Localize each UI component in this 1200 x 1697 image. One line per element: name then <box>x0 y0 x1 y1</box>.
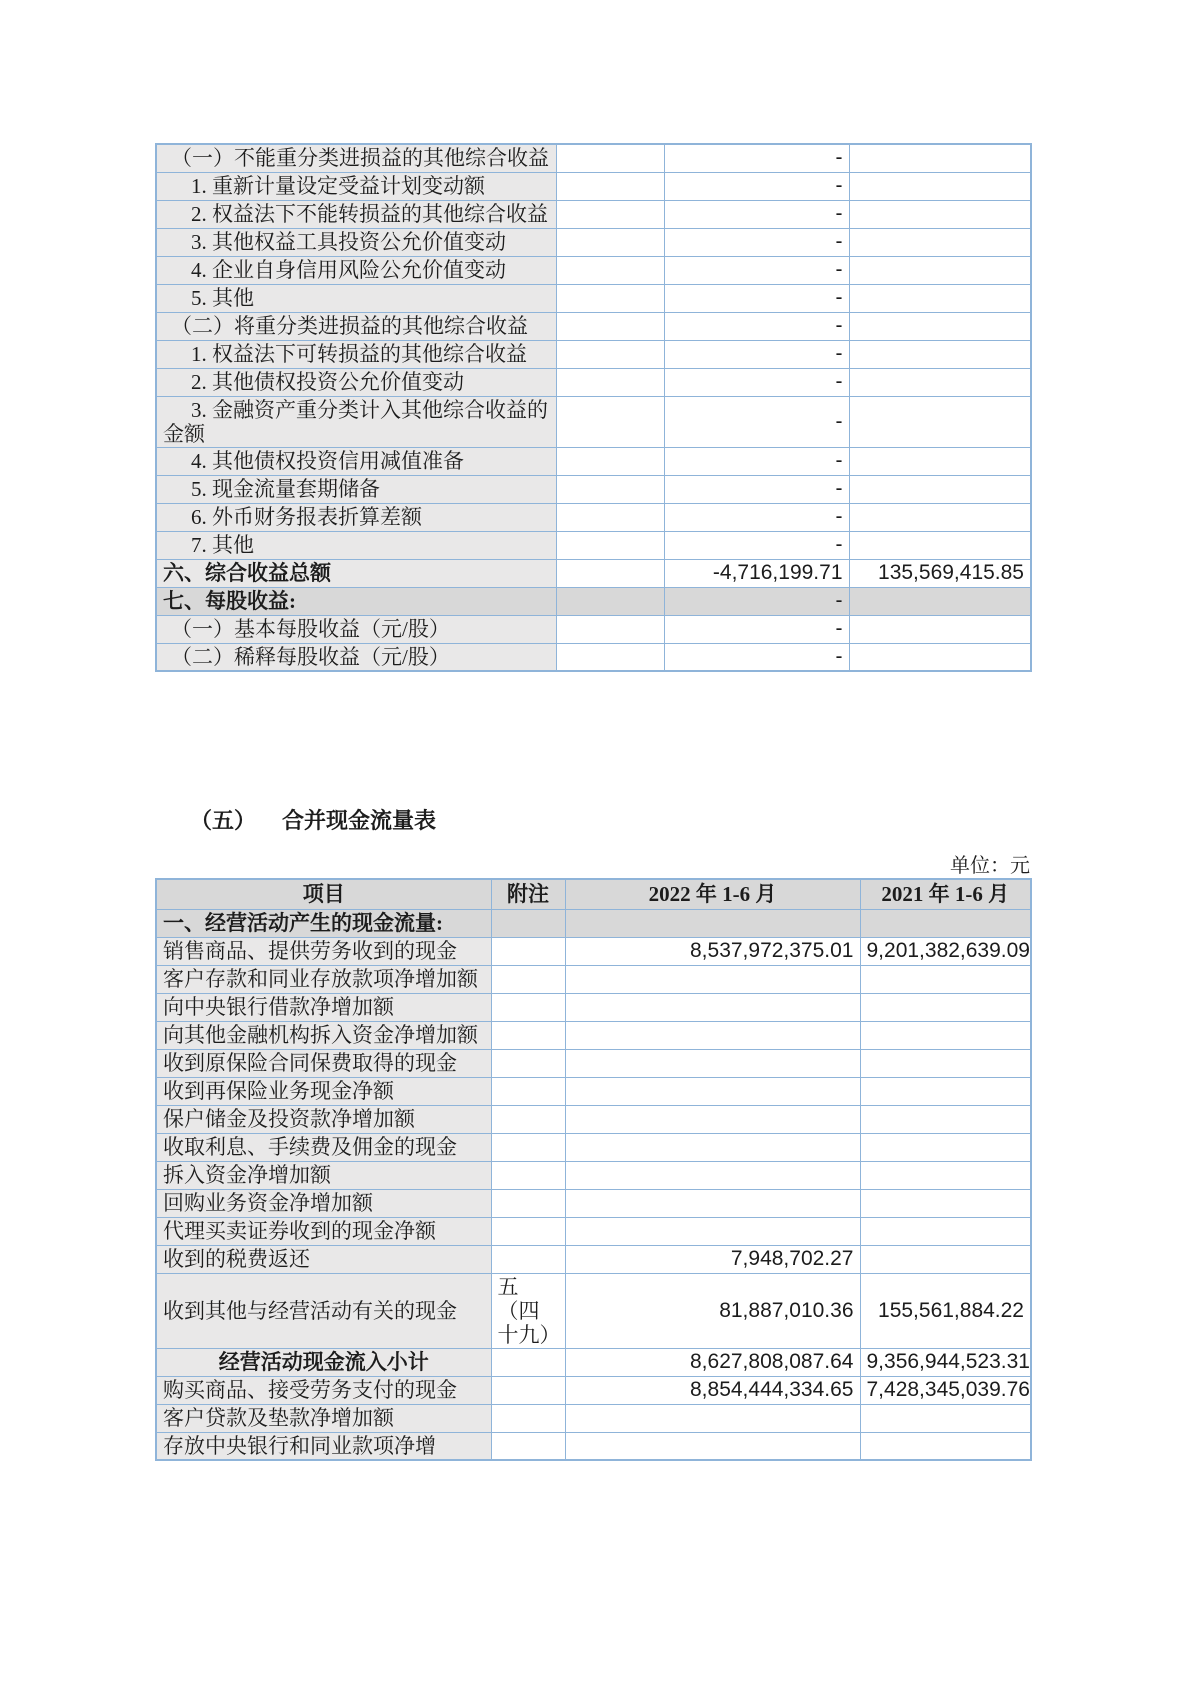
value-2022-cell: - <box>664 172 849 200</box>
value-2021-cell <box>860 1245 1031 1273</box>
value-2021-cell <box>849 531 1031 559</box>
row-label-cell: 收到其他与经营活动有关的现金 <box>156 1273 491 1348</box>
value-2022-cell: - <box>664 447 849 475</box>
value-2021-cell <box>849 615 1031 643</box>
value-2021-cell <box>849 396 1031 447</box>
table-row <box>156 284 1031 312</box>
table-row <box>156 447 1031 475</box>
row-label-cell: 六、综合收益总额 <box>156 559 556 587</box>
value-2021-cell <box>849 312 1031 340</box>
value-2022-cell: - <box>664 368 849 396</box>
value-2022-cell: 8,627,808,087.64 <box>565 1348 860 1376</box>
table-row <box>156 559 1031 587</box>
value-2021-cell <box>849 587 1031 615</box>
row-label-cell: （二）将重分类进损益的其他综合收益 <box>156 312 556 340</box>
value-2021-cell: 135,569,415.85 <box>849 559 1031 587</box>
value-2021-cell <box>849 172 1031 200</box>
value-2021-cell <box>849 503 1031 531</box>
row-label-cell: （一）基本每股收益（元/股） <box>156 615 556 643</box>
note-cell <box>491 1404 565 1432</box>
note-cell <box>491 1376 565 1404</box>
cash-flow-table <box>155 878 1032 1461</box>
cash-flow-table-body <box>156 909 1031 1460</box>
row-label-cell: 收到的税费返还 <box>156 1245 491 1273</box>
value-2022-cell <box>565 1021 860 1049</box>
note-cell <box>491 1021 565 1049</box>
table-row <box>156 643 1031 671</box>
note-cell <box>491 1217 565 1245</box>
value-2021-cell <box>849 475 1031 503</box>
value-2021-cell <box>860 1133 1031 1161</box>
value-2021-cell <box>860 1021 1031 1049</box>
table-row <box>156 312 1031 340</box>
row-label-cell: 向中央银行借款净增加额 <box>156 993 491 1021</box>
note-cell <box>556 587 664 615</box>
row-label-cell: 一、经营活动产生的现金流量: <box>156 909 491 937</box>
note-cell <box>491 1245 565 1273</box>
section-heading-number: （五） <box>190 808 257 833</box>
value-2021-cell: 155,561,884.22 <box>860 1273 1031 1348</box>
row-label-cell: 存放中央银行和同业款项净增 <box>156 1432 491 1460</box>
value-2022-cell: 8,537,972,375.01 <box>565 937 860 965</box>
row-label-cell: 购买商品、接受劳务支付的现金 <box>156 1376 491 1404</box>
note-cell <box>556 559 664 587</box>
value-2022-cell: - <box>664 643 849 671</box>
value-2021-cell <box>849 200 1031 228</box>
table-row <box>156 200 1031 228</box>
value-2021-cell: 9,356,944,523.31 <box>860 1348 1031 1376</box>
value-2022-cell: 81,887,010.36 <box>565 1273 860 1348</box>
table-row <box>156 340 1031 368</box>
note-cell <box>491 909 565 937</box>
row-label-cell: 销售商品、提供劳务收到的现金 <box>156 937 491 965</box>
row-label-cell: 拆入资金净增加额 <box>156 1161 491 1189</box>
table-row <box>156 1133 1031 1161</box>
table-row <box>156 1273 1031 1348</box>
note-cell <box>491 937 565 965</box>
value-2021-cell <box>849 447 1031 475</box>
value-2022-cell <box>565 1105 860 1133</box>
table-row <box>156 1049 1031 1077</box>
table-row <box>156 1217 1031 1245</box>
note-cell <box>491 1049 565 1077</box>
row-label-cell: 向其他金融机构拆入资金净增加额 <box>156 1021 491 1049</box>
value-2022-cell: - <box>664 340 849 368</box>
row-label-cell: 客户存款和同业存放款项净增加额 <box>156 965 491 993</box>
value-2021-cell <box>860 993 1031 1021</box>
section-heading-title: 合并现金流量表 <box>282 808 437 833</box>
value-2022-cell <box>565 1217 860 1245</box>
note-cell <box>556 368 664 396</box>
table-row <box>156 368 1031 396</box>
note-cell <box>556 503 664 531</box>
table-row <box>156 1105 1031 1133</box>
row-label-cell: 代理买卖证券收到的现金净额 <box>156 1217 491 1245</box>
value-2021-cell <box>849 256 1031 284</box>
note-cell <box>556 643 664 671</box>
row-label-cell: 1. 权益法下可转损益的其他综合收益 <box>156 340 556 368</box>
value-2022-cell: - <box>664 503 849 531</box>
value-2021-cell: 9,201,382,639.09 <box>860 937 1031 965</box>
unit-label: 单位：元 <box>950 855 1030 877</box>
row-label-cell: 3. 其他权益工具投资公允价值变动 <box>156 228 556 256</box>
table-row <box>156 993 1031 1021</box>
value-2021-cell <box>860 965 1031 993</box>
row-label-cell: 5. 现金流量套期储备 <box>156 475 556 503</box>
note-cell <box>556 447 664 475</box>
value-2022-cell <box>565 1404 860 1432</box>
table-row <box>156 396 1031 447</box>
note-cell <box>556 615 664 643</box>
value-2021-cell <box>849 643 1031 671</box>
table-row <box>156 228 1031 256</box>
note-cell <box>491 1432 565 1460</box>
value-2021-cell <box>849 284 1031 312</box>
note-cell <box>556 475 664 503</box>
value-2021-cell: 7,428,345,039.76 <box>860 1376 1031 1404</box>
table-row <box>156 475 1031 503</box>
table-row <box>156 531 1031 559</box>
note-cell <box>491 1105 565 1133</box>
table-row <box>156 1077 1031 1105</box>
row-label-cell: 7. 其他 <box>156 531 556 559</box>
row-label-cell: 收到原保险合同保费取得的现金 <box>156 1049 491 1077</box>
value-2022-cell <box>565 965 860 993</box>
row-label-cell: 6. 外币财务报表折算差额 <box>156 503 556 531</box>
table-row <box>156 937 1031 965</box>
value-2022-cell: - <box>664 475 849 503</box>
value-2021-cell <box>860 1161 1031 1189</box>
value-2022-cell <box>565 1133 860 1161</box>
row-label-cell: 2. 其他债权投资公允价值变动 <box>156 368 556 396</box>
value-2021-cell <box>860 1105 1031 1133</box>
value-2022-cell: - <box>664 256 849 284</box>
value-2022-cell: - <box>664 228 849 256</box>
value-2022-cell <box>565 1049 860 1077</box>
row-label-cell: 客户贷款及垫款净增加额 <box>156 1404 491 1432</box>
value-2022-cell: - <box>664 531 849 559</box>
table-row <box>156 503 1031 531</box>
header-period-2022-column: 2022 年 1-6 月 <box>565 879 860 909</box>
header-note-column: 附注 <box>491 879 565 909</box>
note-cell <box>556 144 664 172</box>
value-2022-cell: - <box>664 312 849 340</box>
value-2022-cell: - <box>664 200 849 228</box>
note-cell <box>556 396 664 447</box>
value-2022-cell <box>565 1161 860 1189</box>
table-row <box>156 1161 1031 1189</box>
row-label-cell: 5. 其他 <box>156 284 556 312</box>
note-cell <box>556 172 664 200</box>
value-2021-cell <box>849 368 1031 396</box>
note-cell <box>491 1161 565 1189</box>
header-item-column: 项目 <box>156 879 491 909</box>
comprehensive-income-table-body <box>156 144 1031 671</box>
table-row <box>156 909 1031 937</box>
row-label-cell: 经营活动现金流入小计 <box>156 1348 491 1376</box>
section-heading <box>190 804 436 835</box>
row-label-cell: 保户储金及投资款净增加额 <box>156 1105 491 1133</box>
note-cell <box>491 1348 565 1376</box>
table-row <box>156 1432 1031 1460</box>
value-2022-cell <box>565 1432 860 1460</box>
note-cell <box>556 340 664 368</box>
table-row <box>156 256 1031 284</box>
note-cell <box>556 531 664 559</box>
value-2021-cell <box>860 1404 1031 1432</box>
table-row <box>156 1348 1031 1376</box>
value-2021-cell <box>860 1432 1031 1460</box>
value-2022-cell <box>565 1189 860 1217</box>
row-label-cell: 4. 其他债权投资信用减值准备 <box>156 447 556 475</box>
table-row <box>156 965 1031 993</box>
value-2022-cell: - <box>664 284 849 312</box>
value-2022-cell: - <box>664 615 849 643</box>
value-2022-cell: - <box>664 587 849 615</box>
note-cell: 五（四十九） <box>491 1273 565 1348</box>
table-row <box>156 1404 1031 1432</box>
value-2022-cell: -4,716,199.71 <box>664 559 849 587</box>
table-row <box>156 1021 1031 1049</box>
table-row <box>156 1189 1031 1217</box>
note-cell <box>491 965 565 993</box>
note-cell <box>556 256 664 284</box>
cash-flow-header-row <box>156 879 1031 909</box>
value-2021-cell <box>860 909 1031 937</box>
value-2021-cell <box>860 1077 1031 1105</box>
row-label-cell: 收取利息、手续费及佣金的现金 <box>156 1133 491 1161</box>
value-2022-cell <box>565 909 860 937</box>
row-label-cell: 回购业务资金净增加额 <box>156 1189 491 1217</box>
value-2022-cell <box>565 993 860 1021</box>
value-2021-cell <box>860 1189 1031 1217</box>
note-cell <box>556 200 664 228</box>
table-row <box>156 615 1031 643</box>
comprehensive-income-table <box>155 143 1032 672</box>
value-2021-cell <box>849 144 1031 172</box>
note-cell <box>556 284 664 312</box>
value-2021-cell <box>860 1217 1031 1245</box>
value-2022-cell: - <box>664 144 849 172</box>
header-period-2021-column: 2021 年 1-6 月 <box>860 879 1031 909</box>
row-label-cell: （二）稀释每股收益（元/股） <box>156 643 556 671</box>
value-2021-cell <box>849 228 1031 256</box>
note-cell <box>556 228 664 256</box>
row-label-cell: 3. 金融资产重分类计入其他综合收益的金额 <box>156 396 556 447</box>
row-label-cell: 收到再保险业务现金净额 <box>156 1077 491 1105</box>
row-label-cell: （一）不能重分类进损益的其他综合收益 <box>156 144 556 172</box>
value-2021-cell <box>860 1049 1031 1077</box>
table-row <box>156 172 1031 200</box>
note-cell <box>491 993 565 1021</box>
row-label-cell: 2. 权益法下不能转损益的其他综合收益 <box>156 200 556 228</box>
table-row <box>156 1245 1031 1273</box>
row-label-cell: 4. 企业自身信用风险公允价值变动 <box>156 256 556 284</box>
value-2022-cell <box>565 1077 860 1105</box>
note-cell <box>556 312 664 340</box>
table-row <box>156 587 1031 615</box>
table-row <box>156 144 1031 172</box>
value-2022-cell: - <box>664 396 849 447</box>
note-cell <box>491 1189 565 1217</box>
row-label-cell: 七、每股收益: <box>156 587 556 615</box>
value-2022-cell: 8,854,444,334.65 <box>565 1376 860 1404</box>
table-row <box>156 1376 1031 1404</box>
row-label-cell: 1. 重新计量设定受益计划变动额 <box>156 172 556 200</box>
value-2022-cell: 7,948,702.27 <box>565 1245 860 1273</box>
note-cell <box>491 1133 565 1161</box>
value-2021-cell <box>849 340 1031 368</box>
note-cell <box>491 1077 565 1105</box>
